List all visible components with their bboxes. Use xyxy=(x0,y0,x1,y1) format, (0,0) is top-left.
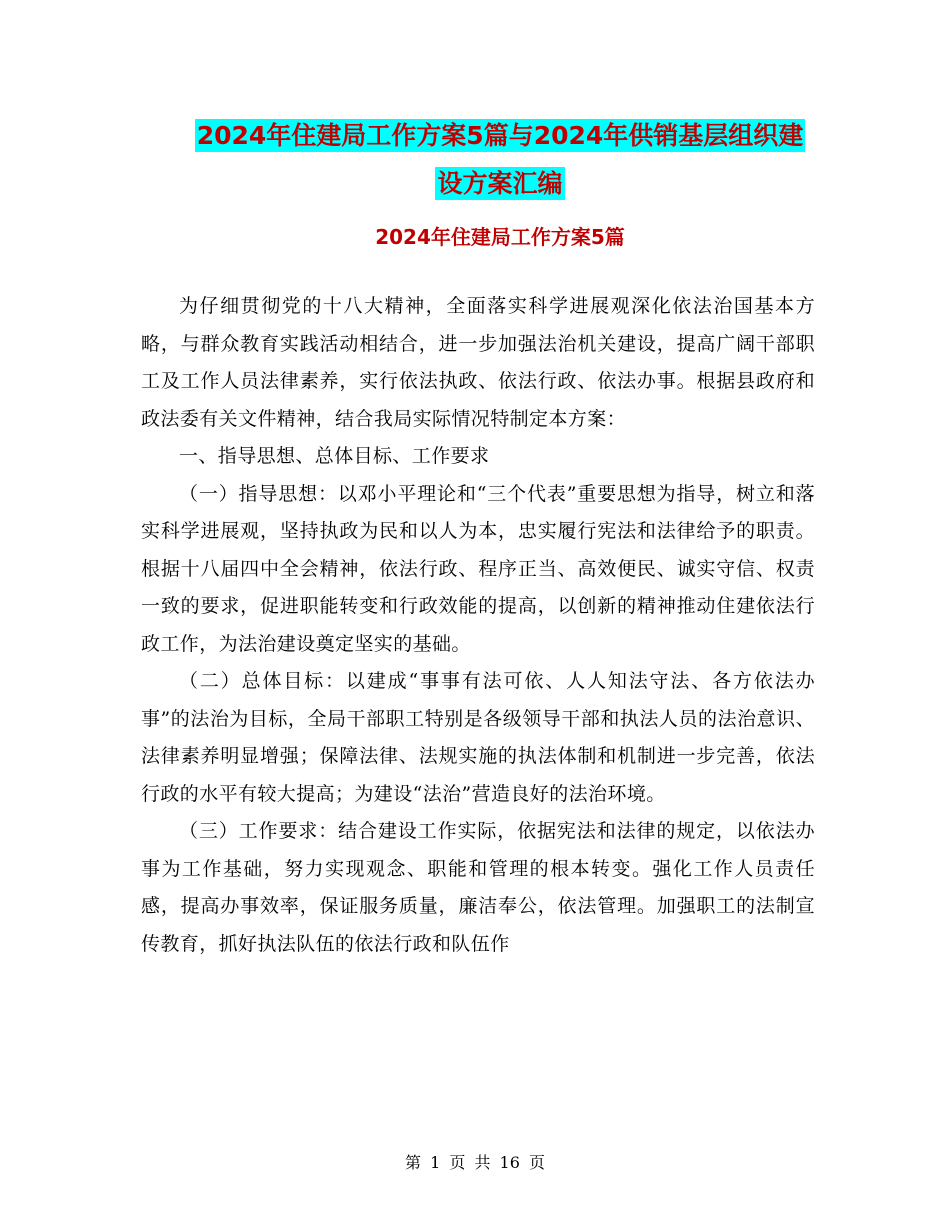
document-title-line-2: 设方案汇编 xyxy=(437,169,563,198)
document-title xyxy=(140,112,860,208)
paragraph-guiding-ideology: （一）指导思想：以邓小平理论和“三个代表”重要思想为指导，树立和落实科学进展观，坚持执政为民和以人为本，忠实履行宪法和法律给予的职责。根据十八届四中全会精神，依法行政、程序正当、高效便民、诚实守信、权责一致的要求，促进职能转变和行政效能的提高，以创新的精神推动住建依法行政工作，为法治建设奠定坚实的基础。 xyxy=(141,482,815,655)
page-footer xyxy=(0,1152,950,1174)
paragraph-overall-goal: （二）总体目标：以建成“事事有法可依、人人知法守法、各方依法办事”的法治为目标，全局干部职工特别是各级领导干部和执法人员的法治意识、法律素养明显增强；保障法律、法规实施的执法体制和机制进一步完善，依法行政的水平有较大提高；为建设“法治”营造良好的法治环境。 xyxy=(141,670,815,805)
page-number-label: 第 1 页 共 16 页 xyxy=(405,1153,545,1172)
document-title-line-1: 2024年住建局工作方案5篇与2024年供销基层组织建 xyxy=(196,121,804,150)
paragraph-heading-1: 一、指导思想、总体目标、工作要求 xyxy=(179,445,490,467)
paragraph-work-requirements: （三）工作要求：结合建设工作实际，依据宪法和法律的规定，以依法办事为工作基础，努力实现观念、职能和管理的根本转变。强化工作人员责任感，提高办事效率，保证服务质量，廉洁奉公，依法管理。加强职工的法制宣传教育，抓好执法队伍的依法行政和队伍作 xyxy=(141,820,815,955)
document-body xyxy=(141,288,815,963)
section-title: 2024年住建局工作方案5篇 xyxy=(375,225,625,249)
paragraph-intro: 为仔细贯彻党的十八大精神，全面落实科学进展观深化依法治国基本方略，与群众教育实践活动相结合，进一步加强法治机关建设，提高广阔干部职工及工作人员法律素养，实行依法执政、依法行政、依法办事。根据县政府和政法委有关文件精神，结合我局实际情况特制定本方案： xyxy=(141,295,815,430)
